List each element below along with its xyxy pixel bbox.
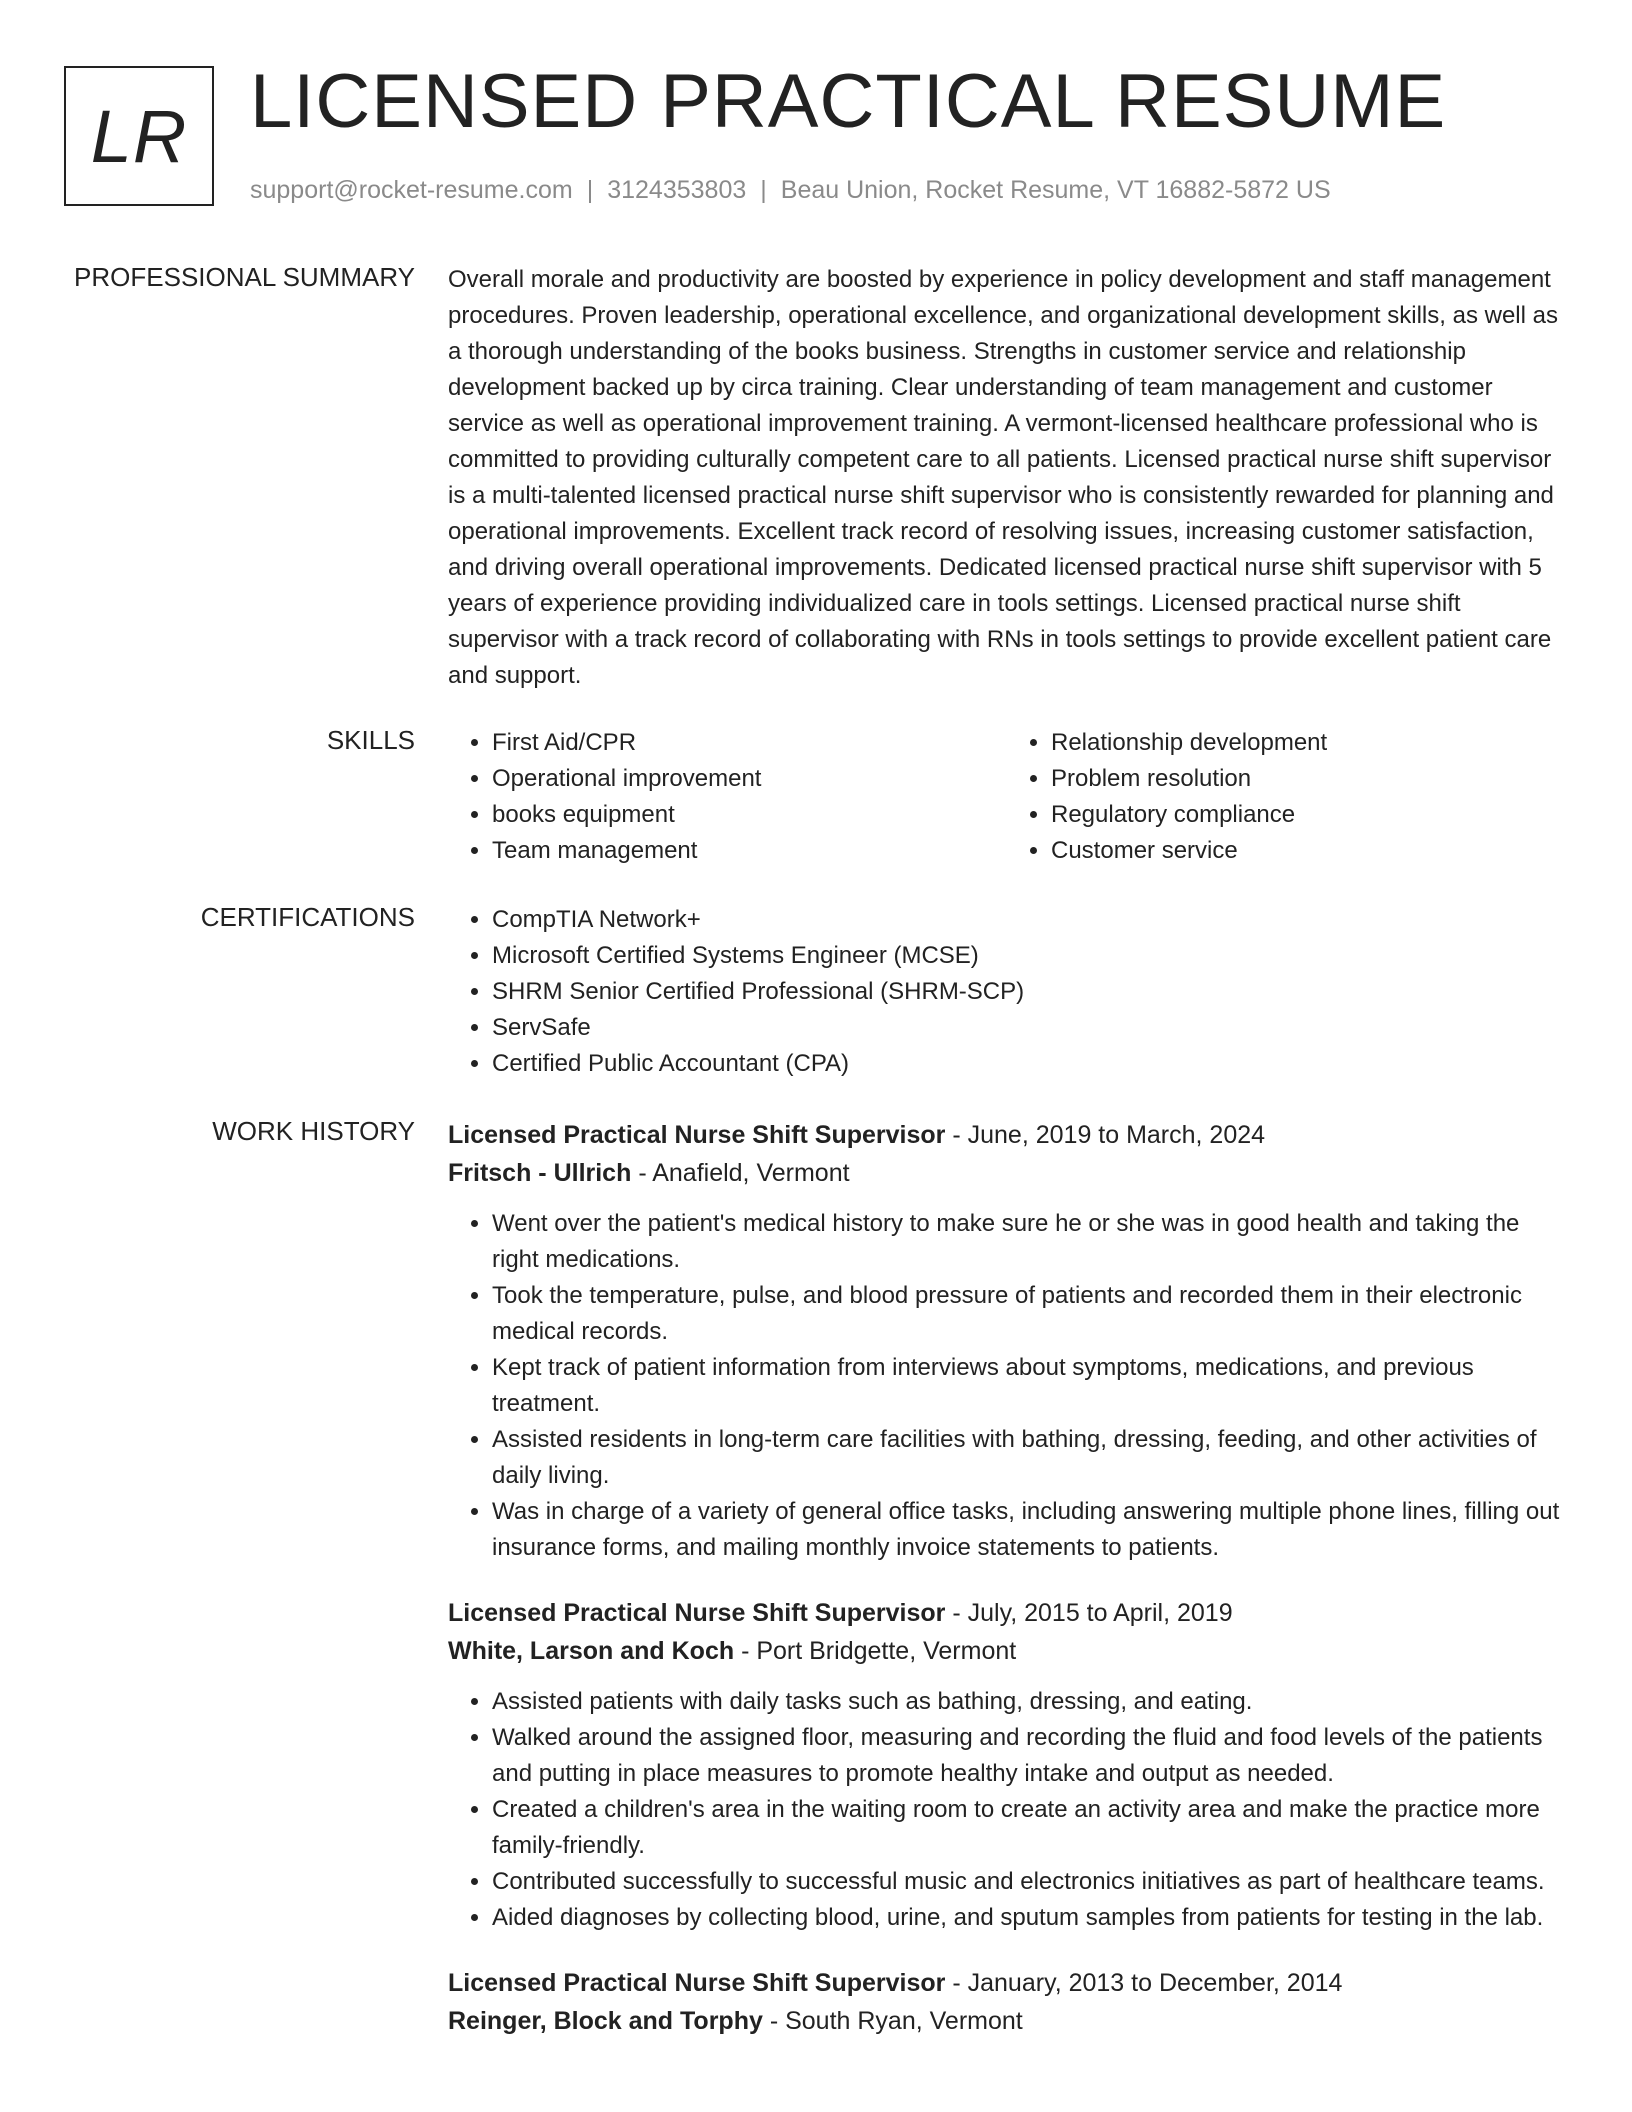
job-company: Reinger, Block and Torphy xyxy=(448,2007,763,2035)
job-entry xyxy=(448,1964,1566,2040)
job-dates: - January, 2013 to December, 2014 xyxy=(945,1969,1343,1997)
job-duty: • Created a children's area in the waiting room to create an activity area and make the practice more family-friendly. xyxy=(492,1792,1566,1864)
job-company-line xyxy=(448,1632,1566,1670)
job-duty: • Aided diagnoses by collecting blood, urine, and sputum samples from patients for testing in the lab. xyxy=(492,1900,1566,1936)
job-title: Licensed Practical Nurse Shift Supervisor xyxy=(448,1599,946,1627)
job-location: - Port Bridgette, Vermont xyxy=(734,1637,1017,1665)
job-duty: • Went over the patient's medical history to make sure he or she was in good health and taking the right medications. xyxy=(492,1206,1566,1278)
job-duty: • Contributed successfully to successful music and electronics initiatives as part of healthcare teams. xyxy=(492,1864,1566,1900)
contact-address: Beau Union, Rocket Resume, VT 16882-5872 US xyxy=(780,176,1331,204)
certification-item: • SHRM Senior Certified Professional (SHRM-SCP) xyxy=(492,974,1566,1010)
job-title: Licensed Practical Nurse Shift Supervisor xyxy=(448,1121,946,1149)
skill-item: • First Aid/CPR xyxy=(492,725,1007,761)
job-duty: • Walked around the assigned floor, measuring and recording the fluid and food levels of the patients and putting in place measures to promote healthy intake and output as needed. xyxy=(492,1720,1566,1792)
work-history-heading: WORK HISTORY xyxy=(212,1116,415,1146)
skills-heading: SKILLS xyxy=(326,725,415,755)
job-location: - South Ryan, Vermont xyxy=(762,2007,1023,2035)
job-duty: • Assisted residents in long-term care facilities with bathing, dressing, feeding, and other activities of daily living. xyxy=(492,1422,1566,1494)
skills-list-left xyxy=(448,725,1007,869)
certifications-list xyxy=(448,902,1566,1082)
contact-line xyxy=(250,176,1331,205)
monogram: LR xyxy=(64,66,214,206)
job-title-line xyxy=(448,1116,1566,1154)
job-title-line xyxy=(448,1594,1566,1632)
job-title-line xyxy=(448,1964,1566,2002)
job-company-line xyxy=(448,2002,1566,2040)
certification-item: • ServSafe xyxy=(492,1010,1566,1046)
skill-item: • Problem resolution xyxy=(1051,761,1566,797)
certification-item: • Microsoft Certified Systems Engineer (MCSE) xyxy=(492,938,1566,974)
job-company: White, Larson and Koch xyxy=(448,1637,735,1665)
job-duties-list xyxy=(448,1684,1566,1936)
job-duty: • Assisted patients with daily tasks such as bathing, dressing, and eating. xyxy=(492,1684,1566,1720)
job-duty: • Was in charge of a variety of general office tasks, including answering multiple phone lines, filling out insurance forms, and mailing monthly invoice statements to patients. xyxy=(492,1494,1566,1566)
contact-email[interactable]: support@rocket-resume.com xyxy=(250,176,573,204)
job-duties-list xyxy=(448,1206,1566,1566)
skill-item: • Customer service xyxy=(1051,833,1566,869)
job-title: Licensed Practical Nurse Shift Supervisor xyxy=(448,1969,946,1997)
job-company: Fritsch - Ullrich xyxy=(448,1159,632,1187)
job-location: - Anafield, Vermont xyxy=(631,1159,850,1187)
skill-item: • Operational improvement xyxy=(492,761,1007,797)
job-company-line xyxy=(448,1154,1566,1192)
summary-text: Overall morale and productivity are boosted by experience in policy development and staff management procedures. Proven leadership, operational excellence, and organizational development skills, as well as a thorough understanding of the books business. Strengths in customer service and relationship development backed up by circa training. Clear understanding of team management and customer service as well as operational improvement training. A vermont-licensed healthcare professional who is committed to providing culturally competent care to all patients. Licensed practical nurse shift supervisor is a multi-talented licensed practical nurse shift supervisor who is consistently rewarded for planning and operational improvements. Excellent track record of resolving issues, increasing customer satisfaction, and driving overall operational improvements. Dedicated licensed practical nurse shift supervisor with 5 years of experience providing individualized care in tools settings. Licensed practical nurse shift supervisor with a track record of collaborating with RNs in tools settings to provide excellent patient care and support. xyxy=(448,266,1558,689)
contact-separator: | xyxy=(760,176,767,204)
certifications-heading: CERTIFICATIONS xyxy=(200,902,415,932)
skill-item: • Relationship development xyxy=(1051,725,1566,761)
job-entry xyxy=(448,1116,1566,1566)
skill-item: • Regulatory compliance xyxy=(1051,797,1566,833)
resume-title: LICENSED PRACTICAL RESUME xyxy=(250,59,1447,144)
skill-item: • books equipment xyxy=(492,797,1007,833)
skills-list-right xyxy=(1007,725,1566,869)
certification-item: • Certified Public Accountant (CPA) xyxy=(492,1046,1566,1082)
contact-separator: | xyxy=(586,176,594,204)
contact-phone[interactable]: 3124353803 xyxy=(607,176,747,204)
certification-item: • CompTIA Network+ xyxy=(492,902,1566,938)
job-dates: - June, 2019 to March, 2024 xyxy=(945,1121,1266,1149)
job-duty: • Kept track of patient information from interviews about symptoms, medications, and previous treatment. xyxy=(492,1350,1566,1422)
skill-item: • Team management xyxy=(492,833,1007,869)
summary-heading: PROFESSIONAL SUMMARY xyxy=(74,262,415,292)
job-duty: • Took the temperature, pulse, and blood pressure of patients and recorded them in their electronic medical records. xyxy=(492,1278,1566,1350)
job-dates: - July, 2015 to April, 2019 xyxy=(945,1599,1233,1627)
job-entry xyxy=(448,1594,1566,1936)
